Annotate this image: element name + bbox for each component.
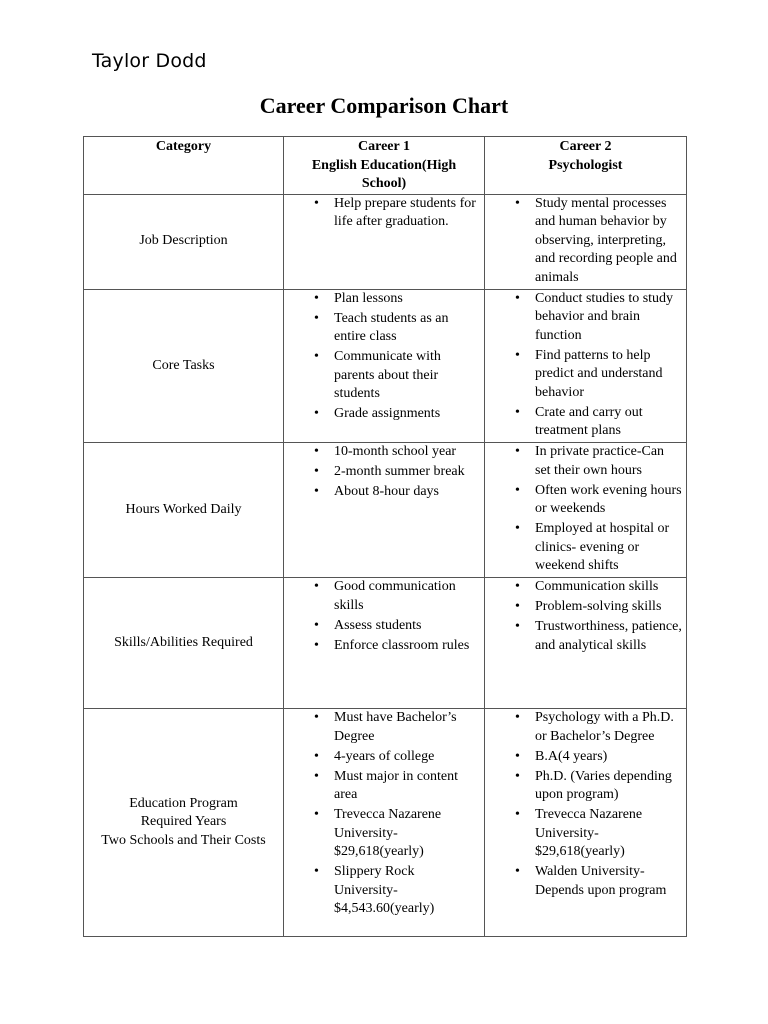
header-career-1-label: Career 1 [358, 139, 410, 154]
bullet-item: • 4-years of college [334, 748, 480, 767]
bullet-item: • Psychology with a Ph.D. or Bachelor’s Degree [535, 709, 682, 746]
career-1-cell [284, 194, 485, 289]
document-title: Career Comparison Chart [259, 93, 509, 118]
bullet-list [485, 195, 686, 288]
bullet-item: • Must major in content area [334, 768, 480, 805]
career-1-cell [284, 289, 485, 443]
bullet-item: • In private practice-Can set their own hours [535, 443, 682, 480]
bullet-item: • Assess students [334, 617, 480, 636]
author-name: Taylor Dodd [92, 50, 207, 72]
career-2-cell [485, 443, 687, 578]
bullet-item: • 2-month summer break [334, 463, 480, 482]
table-row-core-tasks [84, 289, 687, 443]
category-cell [84, 289, 284, 443]
bullet-item: • Study mental processes and human behavior by observing, interpreting, and recording people and animals [535, 195, 682, 288]
bullet-item: • Problem-solving skills [535, 598, 682, 617]
bullet-item: • Good communication skills [334, 578, 480, 615]
career-1-cell [284, 578, 485, 709]
category-cell [84, 443, 284, 578]
bullet-item: • Walden University- Depends upon program [535, 863, 682, 900]
category-label: Skills/Abilities Required [114, 634, 253, 650]
bullet-item: • Grade assignments [334, 405, 480, 424]
category-label: Two Schools and Their Costs [101, 832, 266, 848]
bullet-item: • Employed at hospital or clinics- evening or weekend shifts [535, 520, 682, 576]
bullet-list [284, 195, 484, 232]
career-2-cell [485, 578, 687, 709]
table-row-job-description [84, 194, 687, 289]
header-career-1-name: English Education(High School) [311, 157, 457, 191]
career-2-cell [485, 709, 687, 937]
bullet-item: • Conduct studies to study behavior and brain function [535, 290, 682, 346]
bullet-item: • Trevecca Nazarene University- $29,618(yearly) [334, 806, 480, 862]
category-label: Required Years [140, 814, 227, 830]
bullet-item: • 10-month school year [334, 443, 480, 462]
header-career-2 [485, 137, 687, 195]
category-cell [84, 709, 284, 937]
header-career-2-name: Psychologist [548, 157, 623, 173]
bullet-item: • Communication skills [535, 578, 682, 597]
bullet-item: • About 8-hour days [334, 483, 480, 502]
bullet-list [485, 709, 686, 900]
header-career-1 [284, 137, 485, 195]
bullet-list [485, 290, 686, 441]
table-row-education-program [84, 709, 687, 937]
category-label: Hours Worked Daily [125, 501, 242, 517]
bullet-item: • Often work evening hours or weekends [535, 482, 682, 519]
header-row [84, 137, 687, 195]
bullet-list [284, 709, 484, 919]
bullet-list [485, 443, 686, 576]
career-1-cell [284, 443, 485, 578]
bullet-item: • B.A(4 years) [535, 748, 682, 767]
header-category [84, 137, 284, 195]
bullet-list [284, 443, 484, 502]
header-career-2-label: Career 2 [559, 139, 612, 154]
category-label: Core Tasks [152, 357, 215, 373]
header-category-label: Category [155, 139, 212, 154]
category-label: Job Description [139, 233, 228, 249]
bullet-list [284, 578, 484, 655]
bullet-item: • Trevecca Nazarene University- $29,618(yearly) [535, 806, 682, 862]
bullet-item: • Communicate with parents about their students [334, 348, 480, 404]
bullet-item: • Teach students as an entire class [334, 310, 480, 347]
bullet-item: • Crate and carry out treatment plans [535, 404, 682, 441]
category-cell [84, 578, 284, 709]
category-label: Education Program [129, 795, 238, 811]
career-comparison-table [83, 136, 687, 937]
table-row-skills-required [84, 578, 687, 709]
bullet-item: • Trustworthiness, patience, and analytical skills [535, 618, 682, 655]
bullet-item: • Enforce classroom rules [334, 637, 480, 656]
category-cell [84, 194, 284, 289]
table-row-hours-worked [84, 443, 687, 578]
career-2-cell [485, 194, 687, 289]
bullet-list [284, 290, 484, 424]
bullet-item: • Plan lessons [334, 290, 480, 309]
bullet-item: • Ph.D. (Varies depending upon program) [535, 768, 682, 805]
bullet-item: • Must have Bachelor’s Degree [334, 709, 480, 746]
bullet-item: • Slippery Rock University- $4,543.60(yearly) [334, 863, 480, 919]
bullet-list [485, 578, 686, 655]
bullet-item: • Help prepare students for life after graduation. [334, 195, 480, 232]
career-1-cell [284, 709, 485, 937]
bullet-item: • Find patterns to help predict and understand behavior [535, 347, 682, 403]
career-2-cell [485, 289, 687, 443]
